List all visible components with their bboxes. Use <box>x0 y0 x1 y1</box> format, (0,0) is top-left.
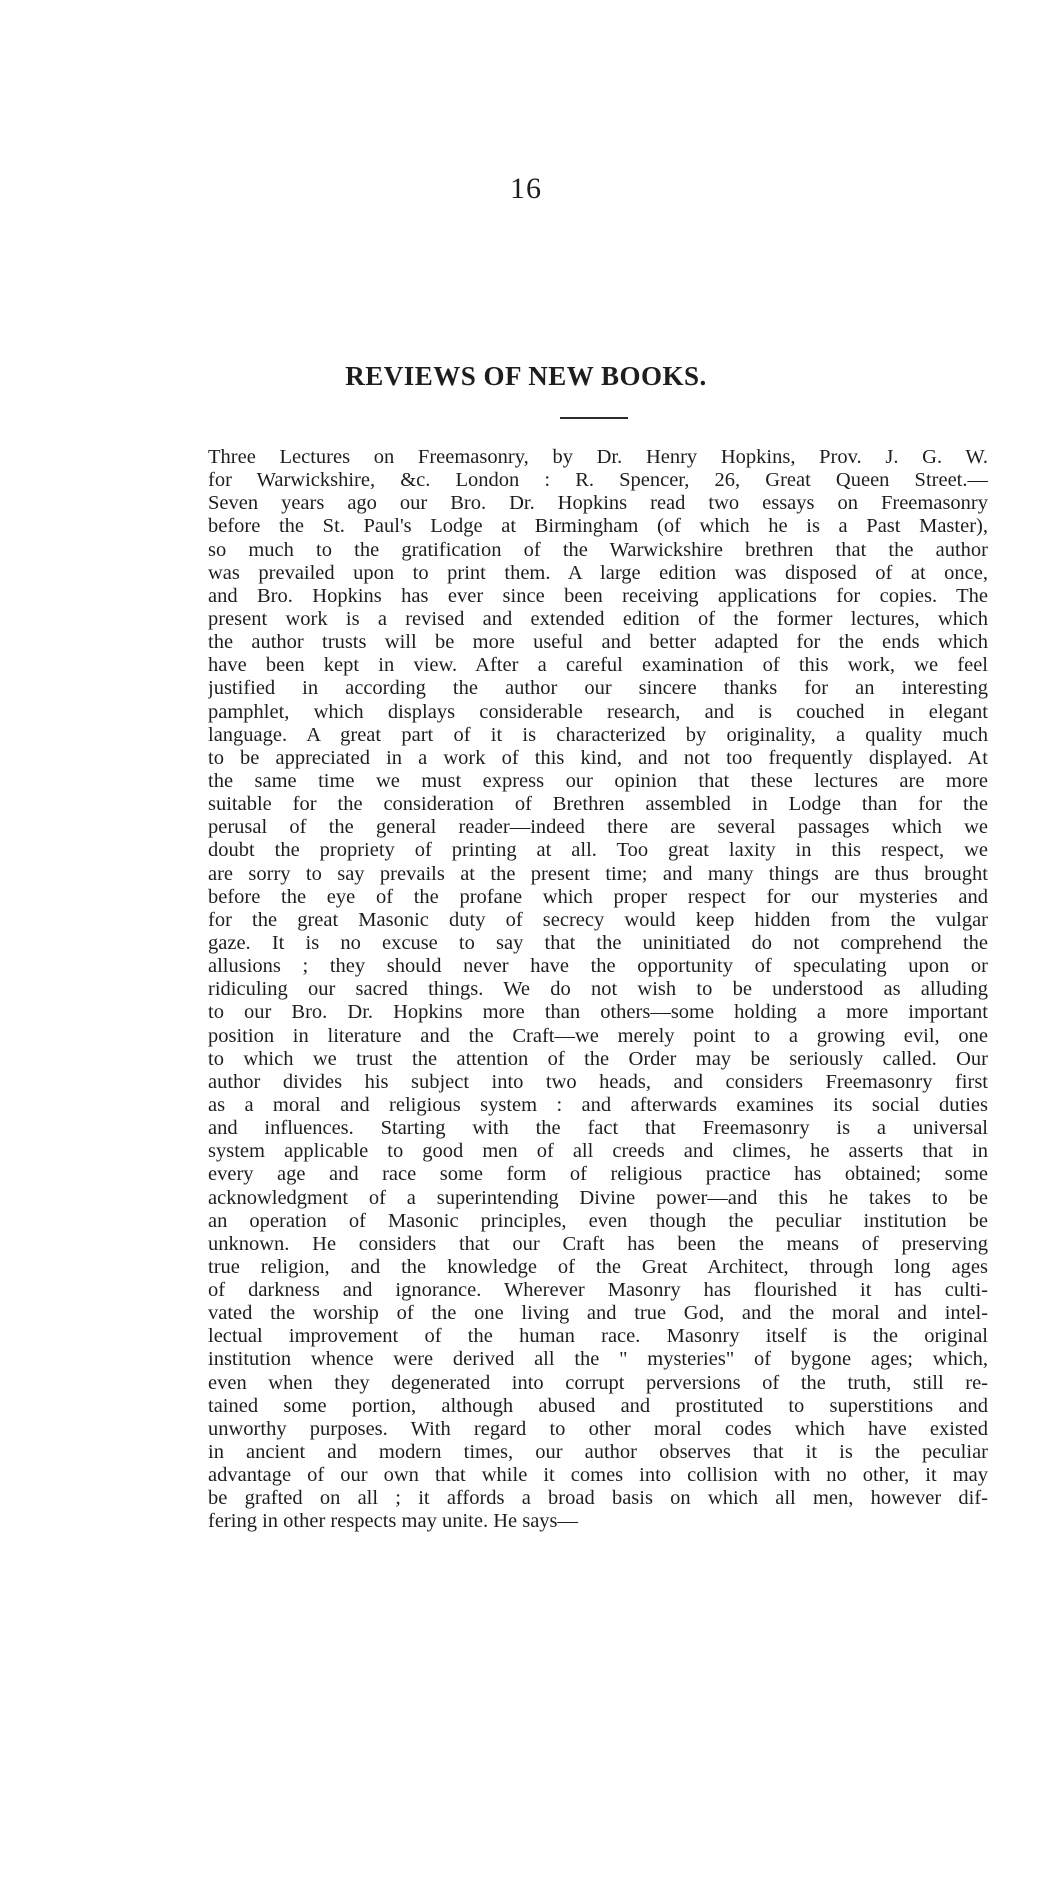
section-title: REVIEWS OF NEW BOOKS. <box>345 361 707 391</box>
text-line: the author trusts will be more useful and better adapted for the ends which <box>208 631 988 654</box>
text-line: present work is a revised and extended edition of the former lectures, which <box>208 607 988 630</box>
text-line: for Warwickshire, &c. London : R. Spencer, 26, Great Queen Street.— <box>208 469 988 492</box>
text-line: doubt the propriety of printing at all. Too great laxity in this respect, we <box>208 839 988 862</box>
text-line: suitable for the consideration of Brethren assembled in Lodge than for the <box>208 793 988 816</box>
text-line: pamphlet, which displays considerable research, and is couched in elegant <box>208 700 988 723</box>
text-line: justified in according the author our sincere thanks for an interesting <box>208 677 988 700</box>
review-article-body <box>208 446 988 1534</box>
text-line: and influences. Starting with the fact that Freemasonry is a universal <box>208 1117 988 1140</box>
text-line: gaze. It is no excuse to say that the uninitiated do not comprehend the <box>208 931 988 954</box>
page-number: 16 <box>510 172 542 205</box>
text-line: be grafted on all ; it affords a broad basis on which all men, however dif- <box>208 1487 988 1510</box>
text-line: true religion, and the knowledge of the Great Architect, through long ages <box>208 1255 988 1278</box>
text-line: every age and race some form of religious practice has obtained; some <box>208 1163 988 1186</box>
text-line: allusions ; they should never have the opportunity of speculating upon or <box>208 955 988 978</box>
text-line: unknown. He considers that our Craft has been the means of preserving <box>208 1232 988 1255</box>
text-line: system applicable to good men of all creeds and climes, he asserts that in <box>208 1140 988 1163</box>
text-line: to which we trust the attention of the Order may be seriously called. Our <box>208 1047 988 1070</box>
text-line: acknowledgment of a superintending Divine power—and this he takes to be <box>208 1186 988 1209</box>
text-line: even when they degenerated into corrupt perversions of the truth, still re- <box>208 1371 988 1394</box>
text-line: of darkness and ignorance. Wherever Masonry has flourished it has culti- <box>208 1279 988 1302</box>
text-line: Seven years ago our Bro. Dr. Hopkins read two essays on Freemasonry <box>208 492 988 515</box>
text-line: was prevailed upon to print them. A large edition was disposed of at once, <box>208 561 988 584</box>
text-line: Three Lectures on Freemasonry, by Dr. Henry Hopkins, Prov. J. G. W. <box>208 446 988 468</box>
text-line: tained some portion, although abused and prostituted to superstitions and <box>208 1394 988 1417</box>
text-line: fering in other respects may unite. He says— <box>208 1510 579 1533</box>
text-line: to our Bro. Dr. Hopkins more than others—some holding a more important <box>208 1001 988 1024</box>
text-line: before the St. Paul's Lodge at Birmingham (of which he is a Past Master), <box>208 515 988 538</box>
text-line: language. A great part of it is characterized by originality, a quality much <box>208 723 988 746</box>
text-line: advantage of our own that while it comes into collision with no other, it may <box>208 1464 988 1487</box>
text-line: unworthy purposes. With regard to other moral codes which have existed <box>208 1417 988 1440</box>
text-line: the same time we must express our opinion that these lectures are more <box>208 769 988 792</box>
text-line: lectual improvement of the human race. Masonry itself is the original <box>208 1325 988 1348</box>
text-line: to be appreciated in a work of this kind, and not too frequently displayed. At <box>208 746 988 769</box>
text-line: an operation of Masonic principles, even though the peculiar institution be <box>208 1209 988 1232</box>
text-line: so much to the gratification of the Warwickshire brethren that the author <box>208 538 988 561</box>
text-line: perusal of the general reader—indeed there are several passages which we <box>208 816 988 839</box>
text-line: author divides his subject into two heads, and considers Freemasonry first <box>208 1070 988 1093</box>
text-line: and Bro. Hopkins has ever since been receiving applications for copies. The <box>208 584 988 607</box>
text-line: position in literature and the Craft—we merely point to a growing evil, one <box>208 1024 988 1047</box>
text-line: before the eye of the profane which proper respect for our mysteries and <box>208 885 988 908</box>
text-line: are sorry to say prevails at the present time; and many things are thus brought <box>208 862 988 885</box>
text-line: institution whence were derived all the " mysteries" of bygone ages; which, <box>208 1348 988 1371</box>
title-divider-rule <box>560 417 628 419</box>
text-line: for the great Masonic duty of secrecy would keep hidden from the vulgar <box>208 908 988 931</box>
text-line: as a moral and religious system : and afterwards examines its social duties <box>208 1093 988 1116</box>
text-line: in ancient and modern times, our author observes that it is the peculiar <box>208 1441 988 1464</box>
text-line: have been kept in view. After a careful examination of this work, we feel <box>208 654 988 677</box>
text-line: vated the worship of the one living and true God, and the moral and intel- <box>208 1302 988 1325</box>
text-line: ridiculing our sacred things. We do not wish to be understood as alluding <box>208 978 988 1001</box>
